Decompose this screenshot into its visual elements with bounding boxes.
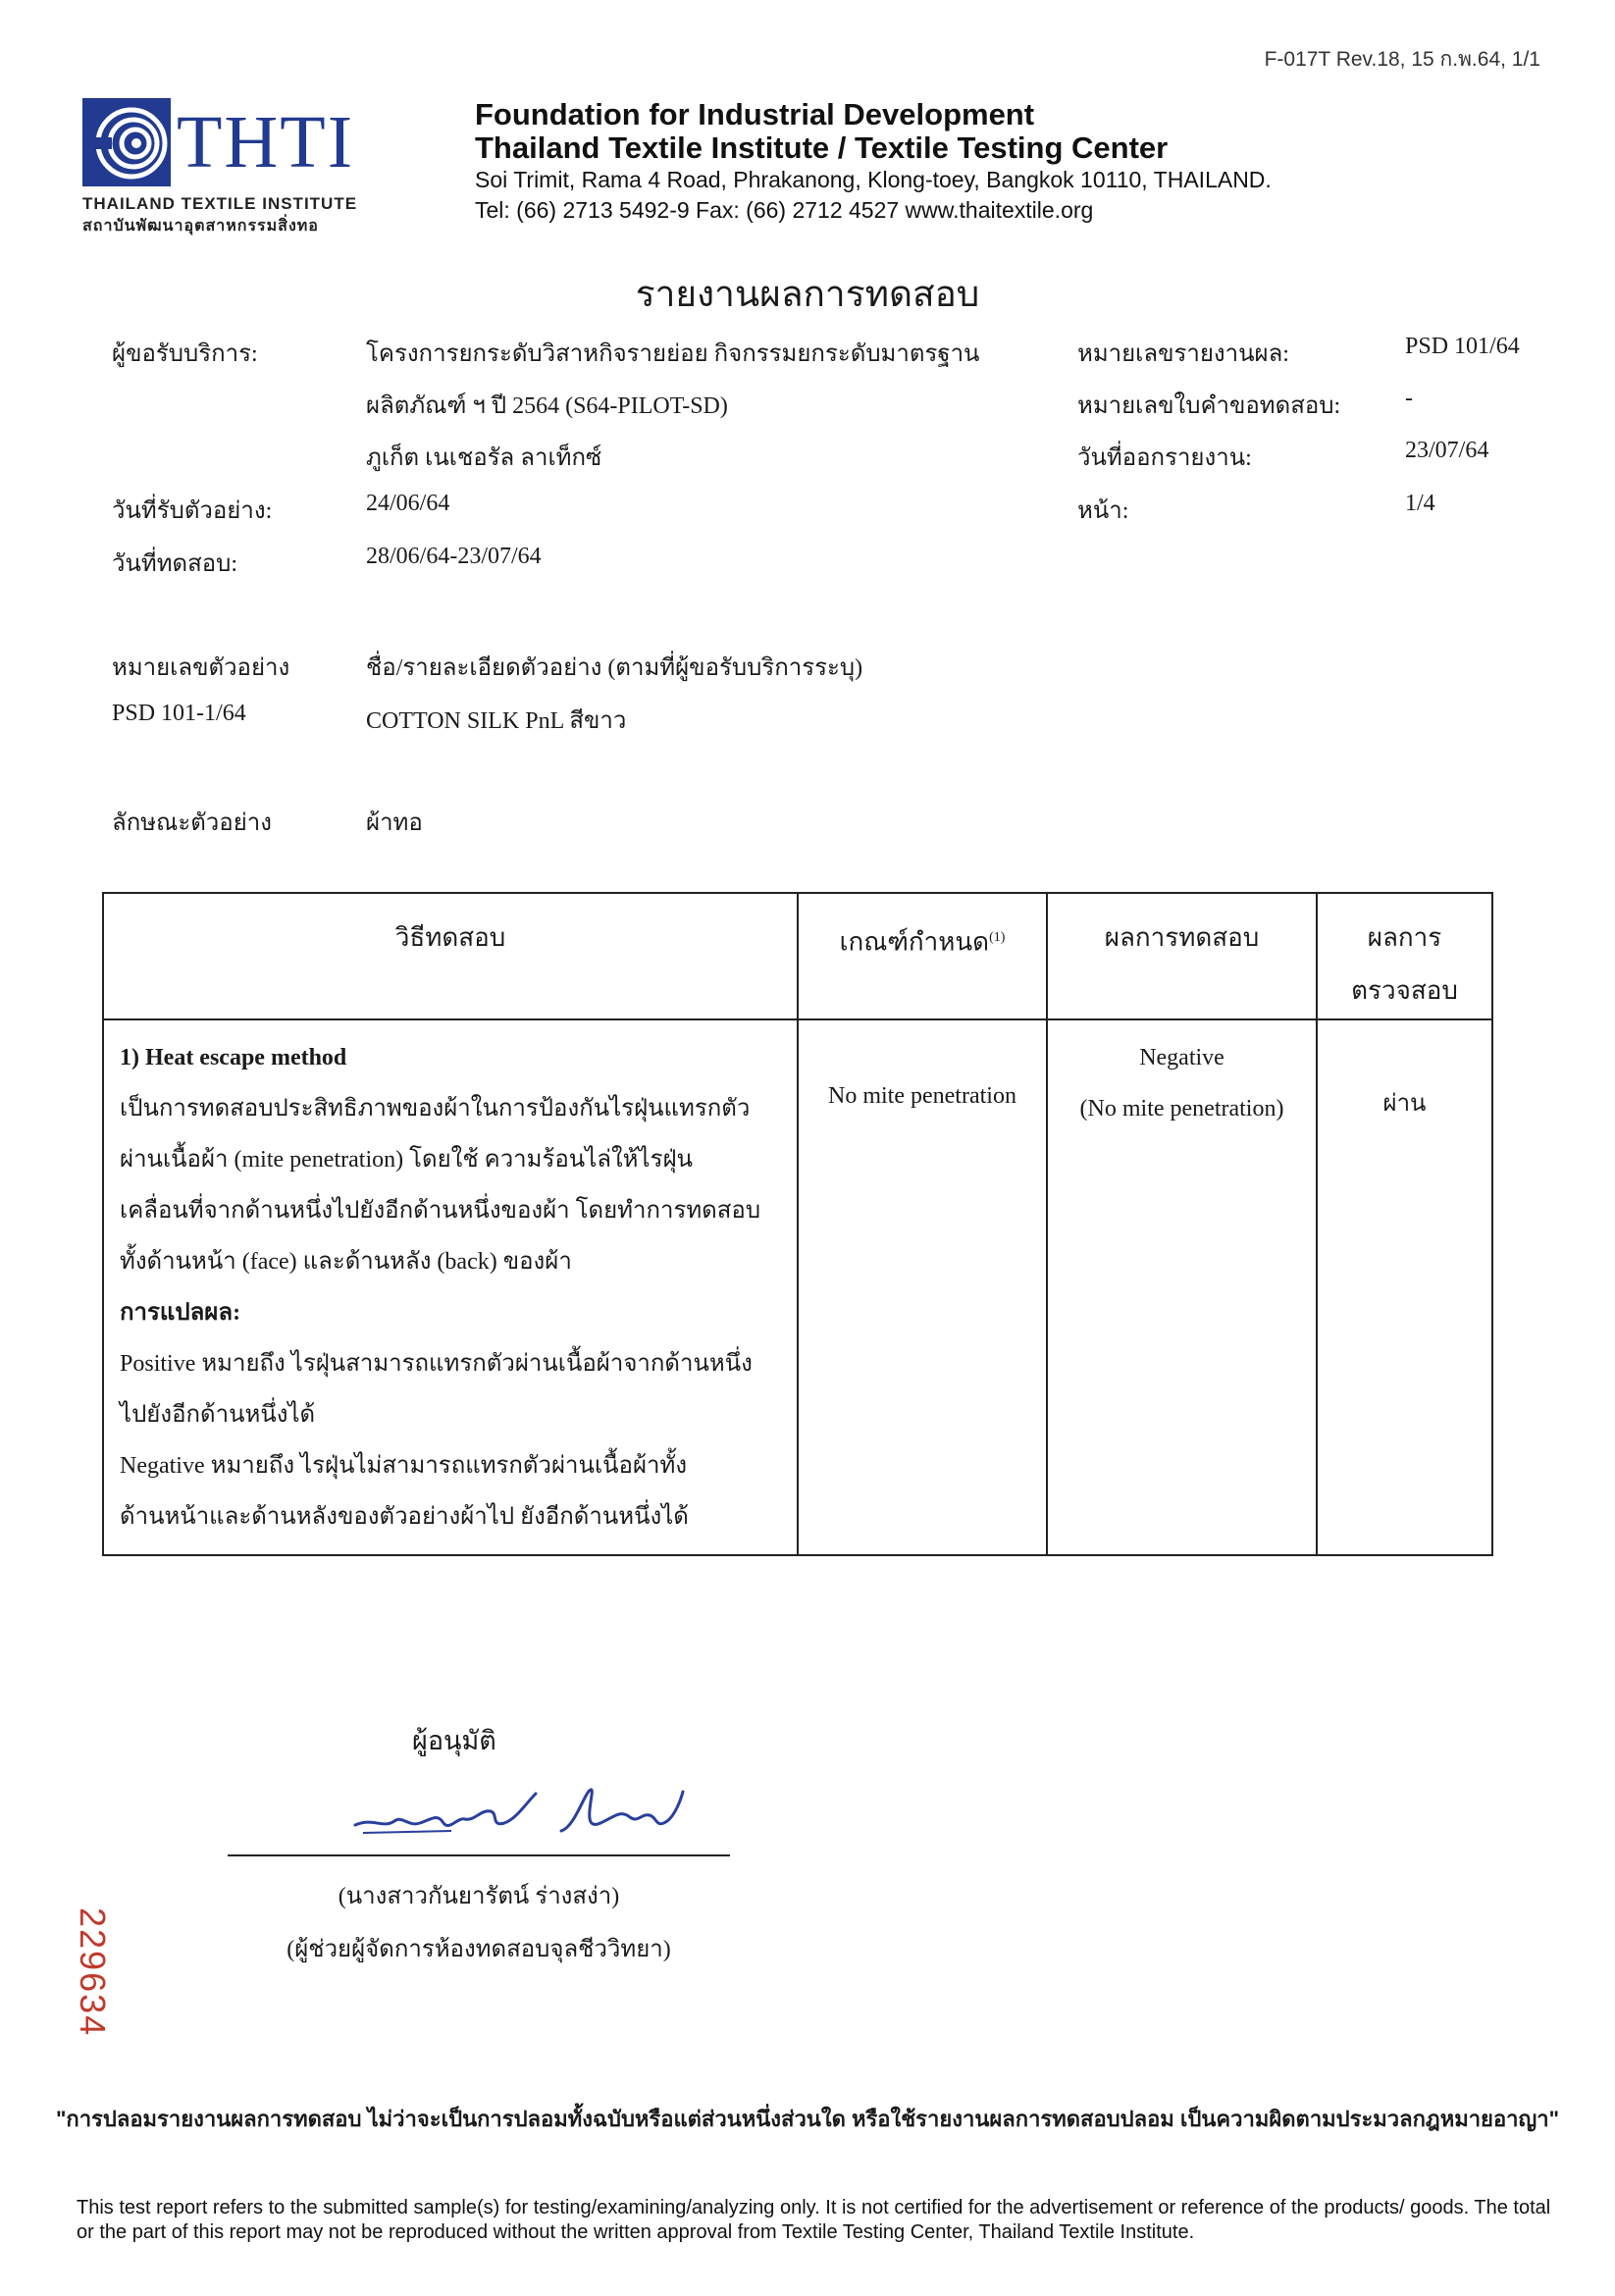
issue-date-value: 23/07/64 [1405,438,1489,463]
result-value: Negative [1139,1045,1224,1070]
client-label: ผู้ขอรับบริการ: [112,341,258,367]
logo-name-en: THAILAND TEXTILE INSTITUTE [82,194,358,213]
disclaimer: This test report refers to the submitted sample(s) for testing/examining/analyzing only. It is not certified for the advertisement or reference of the products/ goods. The total or the part of this report may not be reproduced without the written approval from Textile Testing Center, Thailand Textile Institute. [77,2197,1551,2243]
approver-name: (นางสาวกันยารัตน์ ร่างสง่า) [338,1884,620,1909]
method-desc-3: เคลื่อนที่จากด้านหนึ่งไปยังอีกด้านหนึ่งของผ้า โดยทำการทดสอบ [120,1198,761,1224]
serial-number: 229634 [73,1907,113,2038]
request-number-value: - [1405,386,1413,411]
method-desc-2: ผ่านเนื้อผ้า (mite penetration) โดยใช้ ความร้อนไล่ให้ไรฝุ่น [120,1147,693,1173]
request-number-label: หมายเลขใบคำขอทดสอบ: [1077,393,1341,419]
form-code: F-017T Rev.18, 15 ก.พ.64, 1/1 [1264,48,1540,71]
sample-id-value: PSD 101-1/64 [112,701,246,726]
organization-block [475,98,1272,226]
header-verdict: ผลการ ตรวจสอบ [1317,893,1492,1019]
serial-number-stamp [59,1904,118,2041]
test-date-value: 28/06/64-23/07/64 [366,544,542,569]
verdict-cell: ผ่าน [1317,1019,1492,1555]
org-contact: Tel: (66) 2713 5492-9 Fax: (66) 2712 4527 www.thaitextile.org [475,197,1094,223]
received-date-value: 24/06/64 [366,491,450,516]
page-label: หน้า: [1077,498,1129,524]
approver-position: (ผู้ช่วยผู้จัดการห้องทดสอบจุลชีววิทยา) [287,1937,671,1962]
issue-date-label: วันที่ออกรายงาน: [1077,445,1252,471]
positive-desc-2: ไปยังอีกด้านหนึ่งได้ [120,1402,316,1428]
method-desc-4: ทั้งด้านหน้า (face) และด้านหลัง (back) ของผ้า [120,1249,572,1275]
result-cell [1047,1019,1317,1555]
header-result: ผลการทดสอบ [1047,893,1317,1019]
signature-line [228,1854,730,1856]
client-line-1: โครงการยกระดับวิสาหกิจรายย่อย กิจกรรมยกระดับมาตรฐาน [366,341,980,367]
thti-logo [82,98,367,238]
page-value: 1/4 [1405,491,1435,516]
report-title: รายงานผลการทดสอบ [635,275,980,315]
signature [343,1774,697,1852]
logo-name-th: สถาบันพัฒนาอุตสาหกรรมสิ่งทอ [82,218,319,235]
thti-spiral-icon [82,98,171,186]
report-number-label: หมายเลขรายงานผล: [1077,341,1289,367]
result-detail: (No mite penetration) [1079,1096,1284,1122]
org-line-1: Foundation for Industrial Development [475,97,1035,131]
test-date-label: วันที่ทดสอบ: [112,551,238,577]
table-header-row [103,893,1492,1019]
org-address: Soi Trimit, Rama 4 Road, Phrakanong, Klong-toey, Bangkok 10110, THAILAND. [475,167,1272,192]
criteria-footnote: (1) [989,930,1006,945]
interpretation-title: การแปลผล: [120,1300,241,1326]
client-line-3: ภูเก็ต เนเชอรัล ลาเท็กซ์ [366,445,602,471]
sample-desc-value: COTTON SILK PnL สีขาว [366,708,627,734]
sample-type-label: ลักษณะตัวอย่าง [112,810,272,836]
sample-id-label: หมายเลขตัวอย่าง [112,655,290,681]
approver-label: ผู้อนุมัติ [412,1726,496,1755]
criteria-cell: No mite penetration [798,1019,1047,1555]
method-title: 1) Heat escape method [120,1045,347,1070]
report-number-value: PSD 101/64 [1405,334,1520,359]
table-row [103,1019,1492,1555]
sample-desc-label: ชื่อ/รายละเอียดตัวอย่าง (ตามที่ผู้ขอรับบริการระบุ) [366,655,863,681]
received-date-label: วันที่รับตัวอย่าง: [112,498,273,524]
header-criteria: เกณฑ์กำหนด$^{(1)}$ [798,893,1047,1019]
method-cell [103,1019,798,1555]
negative-desc-1: Negative หมายถึง ไรฝุ่นไม่สามารถแทรกตัวผ่านเนื้อผ้าทั้ง [120,1453,688,1479]
negative-desc-2: ด้านหน้าและด้านหลังของตัวอย่างผ้าไป ยังอีกด้านหนึ่งได้ [120,1504,689,1530]
sample-type-value: ผ้าทอ [366,810,423,836]
org-line-2: Thailand Textile Institute / Textile Testing Center [475,130,1169,165]
logo-wordmark: THTI [177,101,355,183]
results-table [102,892,1493,1556]
forgery-warning: "การปลอมรายงานผลการทดสอบ ไม่ว่าจะเป็นการปลอมทั้งฉบับหรือแต่ส่วนหนึ่งส่วนใด หรือใช้รายงานผลการทดสอบปลอม เป็นความผิดตามประมวลกฎหมายอาญา" [55,2107,1560,2131]
positive-desc-1: Positive หมายถึง ไรฝุ่นสามารถแทรกตัวผ่านเนื้อผ้าจากด้านหนึ่ง [120,1351,753,1377]
client-line-2: ผลิตภัณฑ์ ฯ ปี 2564 (S64-PILOT-SD) [366,393,728,419]
method-desc-1: เป็นการทดสอบประสิทธิภาพของผ้าในการป้องกันไรฝุ่นแทรกตัว [120,1096,751,1122]
header-method: วิธีทดสอบ [103,893,798,1019]
